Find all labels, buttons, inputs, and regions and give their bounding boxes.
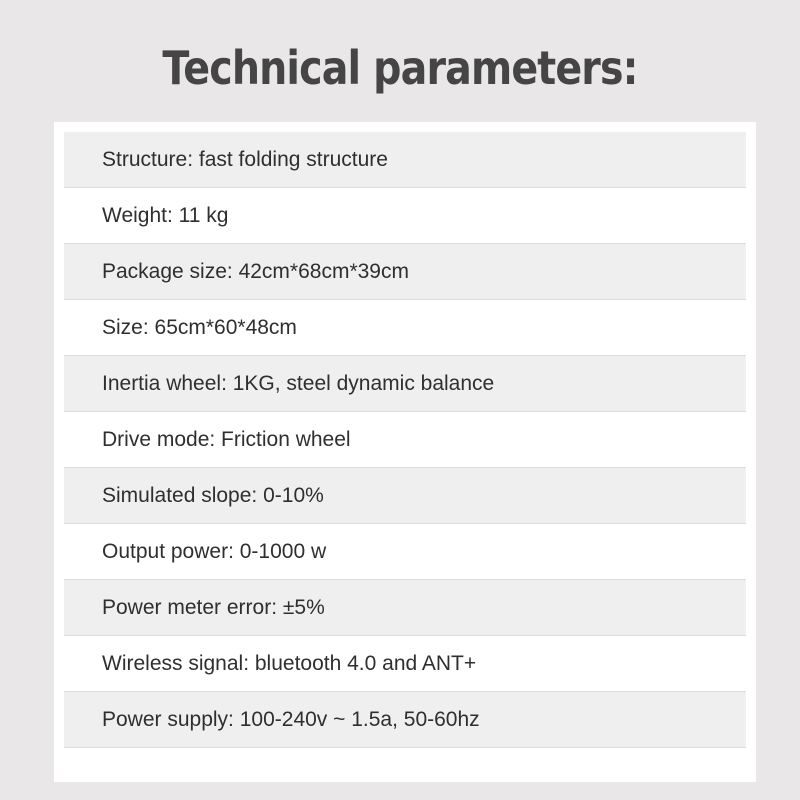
page-title: Technical parameters: <box>162 41 638 95</box>
parameter-row: Output power: 0-1000 w <box>64 524 746 580</box>
parameter-row: Package size: 42cm*68cm*39cm <box>64 244 746 300</box>
parameter-row: Power supply: 100-240v ~ 1.5a, 50-60hz <box>64 692 746 748</box>
parameters-list <box>64 132 746 748</box>
parameter-row: Weight: 11 kg <box>64 188 746 244</box>
parameter-row: Size: 65cm*60*48cm <box>64 300 746 356</box>
parameter-row: Power meter error: ±5% <box>64 580 746 636</box>
parameter-row: Inertia wheel: 1KG, steel dynamic balance <box>64 356 746 412</box>
parameter-row: Drive mode: Friction wheel <box>64 412 746 468</box>
parameter-row: Wireless signal: bluetooth 4.0 and ANT+ <box>64 636 746 692</box>
parameter-row: Simulated slope: 0-10% <box>64 468 746 524</box>
parameter-row: Structure: fast folding structure <box>64 132 746 188</box>
